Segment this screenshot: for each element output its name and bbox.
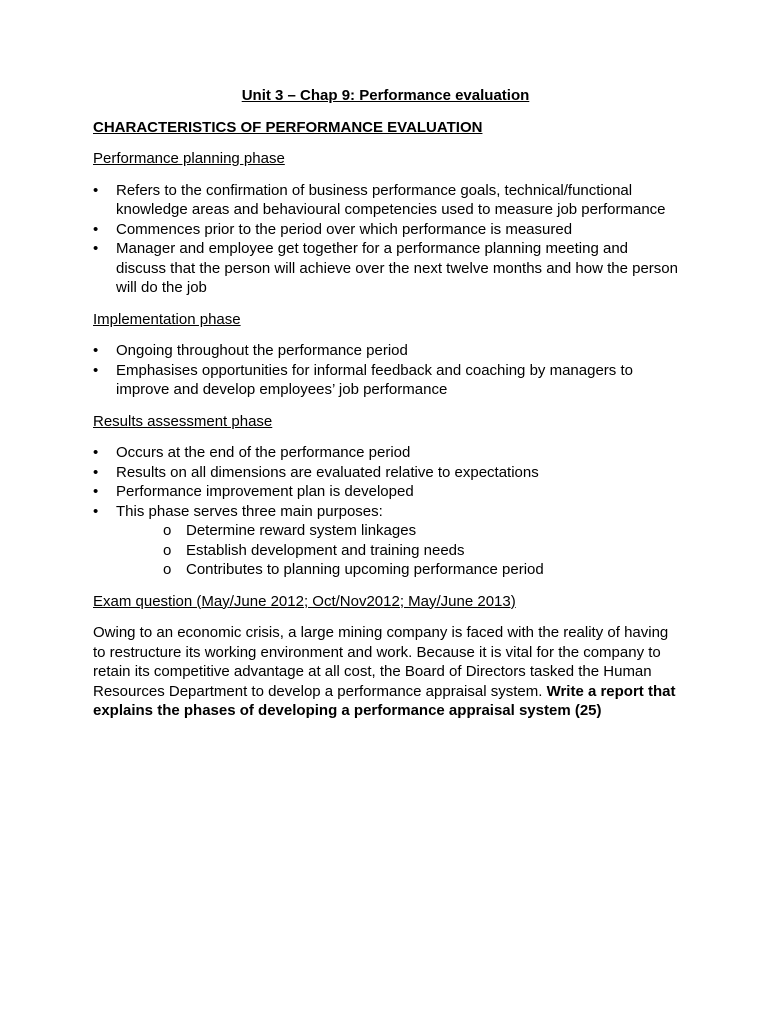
planning-phase-list xyxy=(93,181,678,298)
circle-bullet-icon: o xyxy=(163,561,172,578)
bullet-icon: • xyxy=(93,220,99,238)
list-item: • This phase serves three main purposes: o Determine reward system linkages o Establish development and training needs o Contributes to planning upcoming performance period xyxy=(93,502,678,580)
section-heading: CHARACTERISTICS OF PERFORMANCE EVALUATION xyxy=(93,118,483,136)
bullet-icon: • xyxy=(93,342,99,359)
list-item: • Performance improvement plan is developed xyxy=(93,483,414,500)
planning-phase-heading: Performance planning phase xyxy=(93,150,285,167)
bullet-icon: • xyxy=(93,240,99,257)
results-phase-list xyxy=(93,443,678,580)
exam-question-heading: Exam question (May/June 2012; Oct/Nov2012; May/June 2013) xyxy=(93,592,516,610)
document-page xyxy=(93,86,678,721)
bullet-icon: • xyxy=(93,361,99,379)
exam-question-task: Write a report that explains the phases of developing a performance appraisal system (25) xyxy=(93,682,676,719)
document-title: Unit 3 – Chap 9: Performance evaluation xyxy=(241,87,530,104)
list-item: • Ongoing throughout the performance period xyxy=(93,342,408,359)
list-item: • Emphasises opportunities for informal feedback and coaching by managers to improve and develop employees’ job performance xyxy=(93,361,633,398)
bullet-icon: • xyxy=(93,444,99,461)
sub-list-item: o Determine reward system linkages xyxy=(163,522,417,539)
implementation-phase-list xyxy=(93,341,678,400)
sub-list-item: o Establish development and training needs xyxy=(163,541,465,559)
bullet-icon: • xyxy=(93,502,99,520)
results-phase-heading: Results assessment phase xyxy=(93,412,273,430)
circle-bullet-icon: o xyxy=(163,541,172,559)
bullet-icon: • xyxy=(93,181,99,199)
sub-list-item: o Contributes to planning upcoming performance period xyxy=(163,561,544,578)
list-item: • Occurs at the end of the performance period xyxy=(93,444,411,461)
list-item: • Refers to the confirmation of business performance goals, technical/functional knowledge areas and behavioural competencies used to measure job performance xyxy=(93,181,666,218)
bullet-icon: • xyxy=(93,483,99,500)
bullet-icon: • xyxy=(93,463,99,481)
list-item: • Results on all dimensions are evaluated relative to expectations xyxy=(93,463,539,481)
exam-question-body: Owing to an economic crisis, a large mining company is faced with the reality of having to restructure its working environment and work. Because it is vital for the company to retain its competitive advantage at all cost, the Board of Directors tasked the Human Resources Department to develop a performance appraisal system. Write a report that explains the phases of developing a performance appraisal system (25) xyxy=(93,624,676,719)
circle-bullet-icon: o xyxy=(163,522,172,539)
implementation-phase-heading: Implementation phase xyxy=(93,310,241,328)
purposes-sublist xyxy=(116,521,678,580)
list-item: • Manager and employee get together for a performance planning meeting and discuss that the person will achieve over the next twelve months and how the person will do the job xyxy=(93,240,678,296)
list-item: • Commences prior to the period over which performance is measured xyxy=(93,220,573,238)
